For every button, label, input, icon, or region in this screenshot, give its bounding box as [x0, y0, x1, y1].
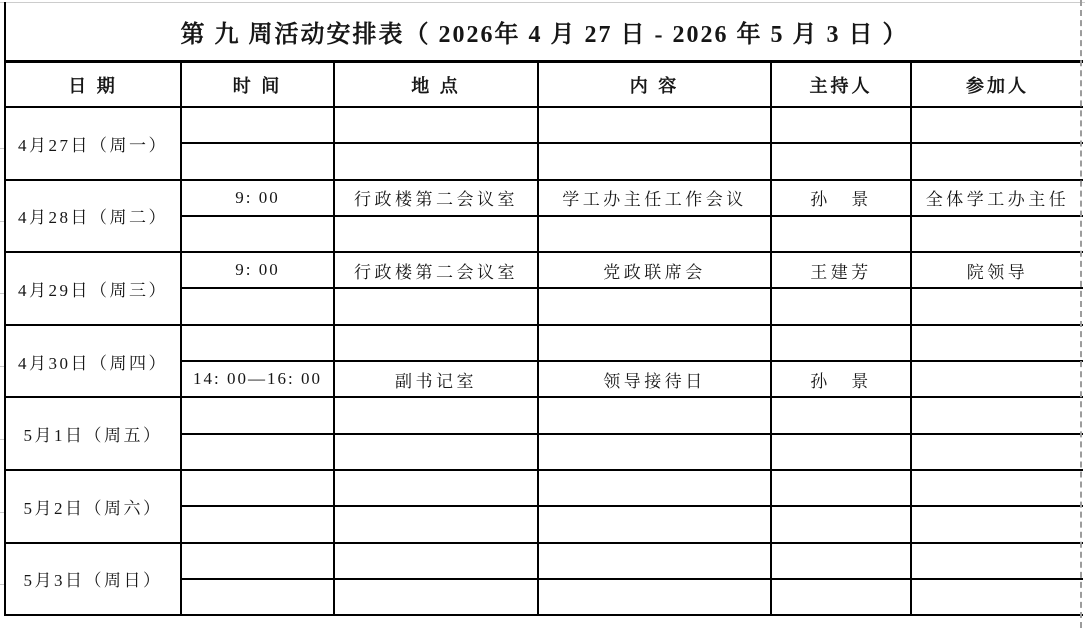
time-cell — [181, 579, 334, 615]
host-cell: 孙 景 — [771, 361, 911, 397]
content-cell — [538, 543, 771, 579]
col-header-host: 主持人 — [771, 62, 911, 108]
date-cell: 4月29日（周三） — [5, 252, 181, 325]
participants-cell — [911, 470, 1083, 506]
participants-cell — [911, 288, 1083, 324]
host-cell — [771, 143, 911, 179]
host-cell — [771, 543, 911, 579]
date-cell: 4月28日（周二） — [5, 180, 181, 253]
location-cell: 行政楼第二会议室 — [334, 180, 538, 216]
content-cell: 领导接待日 — [538, 361, 771, 397]
time-cell: 14: 00—16: 00 — [181, 361, 334, 397]
content-cell — [538, 506, 771, 542]
date-cell: 5月1日（周五） — [5, 397, 181, 470]
content-cell — [538, 397, 771, 433]
time-cell — [181, 143, 334, 179]
participants-cell — [911, 325, 1083, 361]
host-cell — [771, 470, 911, 506]
location-cell — [334, 325, 538, 361]
content-cell — [538, 143, 771, 179]
content-cell — [538, 579, 771, 615]
time-cell — [181, 434, 334, 470]
col-header-content: 内 容 — [538, 62, 771, 108]
host-cell — [771, 434, 911, 470]
location-cell — [334, 470, 538, 506]
host-cell — [771, 397, 911, 433]
location-cell — [334, 579, 538, 615]
participants-cell: 全体学工办主任 — [911, 180, 1083, 216]
time-cell — [181, 107, 334, 143]
title-row — [5, 2, 1083, 62]
location-cell — [334, 397, 538, 433]
host-cell: 王建芳 — [771, 252, 911, 288]
content-cell — [538, 107, 771, 143]
host-cell — [771, 325, 911, 361]
content-cell — [538, 325, 771, 361]
time-cell: 9: 00 — [181, 180, 334, 216]
schedule-row-1-slot-0 — [5, 180, 1083, 216]
date-cell: 4月27日（周一） — [5, 107, 181, 180]
page-break-dashed-line — [1080, 0, 1082, 628]
content-cell — [538, 216, 771, 252]
time-cell — [181, 470, 334, 506]
time-cell — [181, 325, 334, 361]
content-cell: 学工办主任工作会议 — [538, 180, 771, 216]
schedule-row-5-slot-0 — [5, 470, 1083, 506]
time-cell — [181, 397, 334, 433]
participants-cell — [911, 397, 1083, 433]
schedule-row-3-slot-0 — [5, 325, 1083, 361]
time-cell — [181, 506, 334, 542]
col-header-participants: 参加人 — [911, 62, 1083, 108]
location-cell — [334, 107, 538, 143]
participants-cell — [911, 543, 1083, 579]
location-cell: 副书记室 — [334, 361, 538, 397]
host-cell — [771, 579, 911, 615]
schedule-row-2-slot-0 — [5, 252, 1083, 288]
participants-cell: 院领导 — [911, 252, 1083, 288]
table-title: 第 九 周活动安排表（ 2026年 4 月 27 日 - 2026 年 5 月 3 日 ） — [5, 2, 1083, 62]
location-cell — [334, 506, 538, 542]
participants-cell — [911, 434, 1083, 470]
content-cell: 党政联席会 — [538, 252, 771, 288]
schedule-row-6-slot-0 — [5, 543, 1083, 579]
participants-cell — [911, 216, 1083, 252]
schedule-row-4-slot-0 — [5, 397, 1083, 433]
participants-cell — [911, 107, 1083, 143]
weekly-schedule-table — [4, 2, 1083, 616]
date-cell: 5月3日（周日） — [5, 543, 181, 616]
participants-cell — [911, 143, 1083, 179]
time-cell — [181, 216, 334, 252]
col-header-time: 时 间 — [181, 62, 334, 108]
content-cell — [538, 470, 771, 506]
host-cell — [771, 107, 911, 143]
date-cell: 4月30日（周四） — [5, 325, 181, 398]
location-cell — [334, 543, 538, 579]
content-cell — [538, 288, 771, 324]
participants-cell — [911, 361, 1083, 397]
location-cell — [334, 143, 538, 179]
host-cell — [771, 216, 911, 252]
location-cell — [334, 434, 538, 470]
header-row — [5, 62, 1083, 108]
schedule-row-0-slot-0 — [5, 107, 1083, 143]
participants-cell — [911, 579, 1083, 615]
time-cell — [181, 288, 334, 324]
time-cell — [181, 543, 334, 579]
host-cell: 孙 景 — [771, 180, 911, 216]
col-header-date: 日 期 — [5, 62, 181, 108]
participants-cell — [911, 506, 1083, 542]
location-cell — [334, 216, 538, 252]
location-cell: 行政楼第二会议室 — [334, 252, 538, 288]
location-cell — [334, 288, 538, 324]
host-cell — [771, 506, 911, 542]
host-cell — [771, 288, 911, 324]
content-cell — [538, 434, 771, 470]
time-cell: 9: 00 — [181, 252, 334, 288]
date-cell: 5月2日（周六） — [5, 470, 181, 543]
col-header-location: 地 点 — [334, 62, 538, 108]
